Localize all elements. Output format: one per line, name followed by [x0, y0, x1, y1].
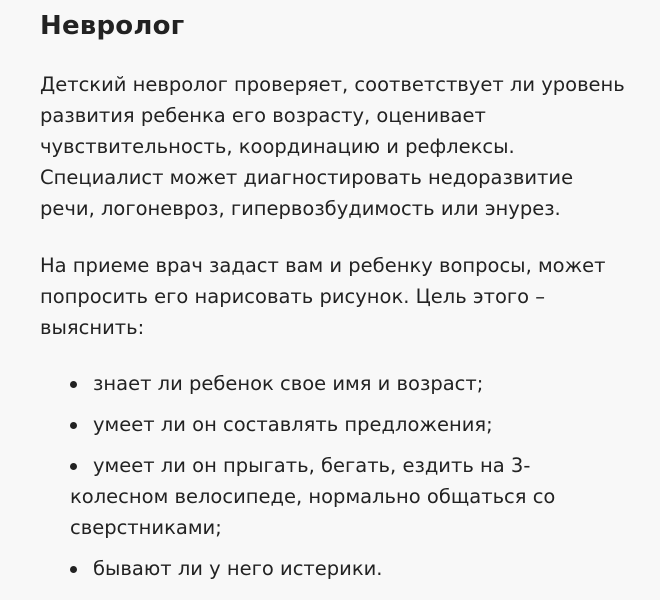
- article-content: [40, 0, 630, 594]
- list-item-text: знает ли ребенок свое имя и возраст;: [93, 372, 484, 395]
- list-item: [40, 409, 560, 440]
- list-item-text: умеет ли он составлять предложения;: [93, 413, 493, 436]
- list-item: [40, 368, 560, 399]
- list-item-text: умеет ли он прыгать, бегать, ездить на 3-колесном велосипеде, нормально общаться со сверстниками;: [70, 454, 556, 539]
- bullet-icon: [70, 381, 77, 388]
- bullet-icon: [70, 422, 77, 429]
- page-edge: [660, 0, 666, 600]
- intro-paragraph: Детский невролог проверяет, соответствует ли уровень развития ребенка его возрасту, оценивает чувствительность, координацию и рефлексы. Специалист может диагностировать недоразвитие речи, логоневроз, гипервозбудимость или энурез.: [40, 73, 625, 220]
- exam-paragraph: На приеме врач задаст вам и ребенку вопросы, может попросить его нарисовать рисунок. Цель этого – выяснить:: [40, 254, 606, 339]
- list-item: [40, 450, 560, 543]
- bullet-icon: [70, 566, 77, 573]
- list-item: [40, 553, 560, 584]
- exam-questions-list: [40, 368, 560, 584]
- bullet-icon: [70, 463, 77, 470]
- section-title: Невролог: [40, 11, 185, 41]
- list-item-text: бывают ли у него истерики.: [93, 557, 383, 580]
